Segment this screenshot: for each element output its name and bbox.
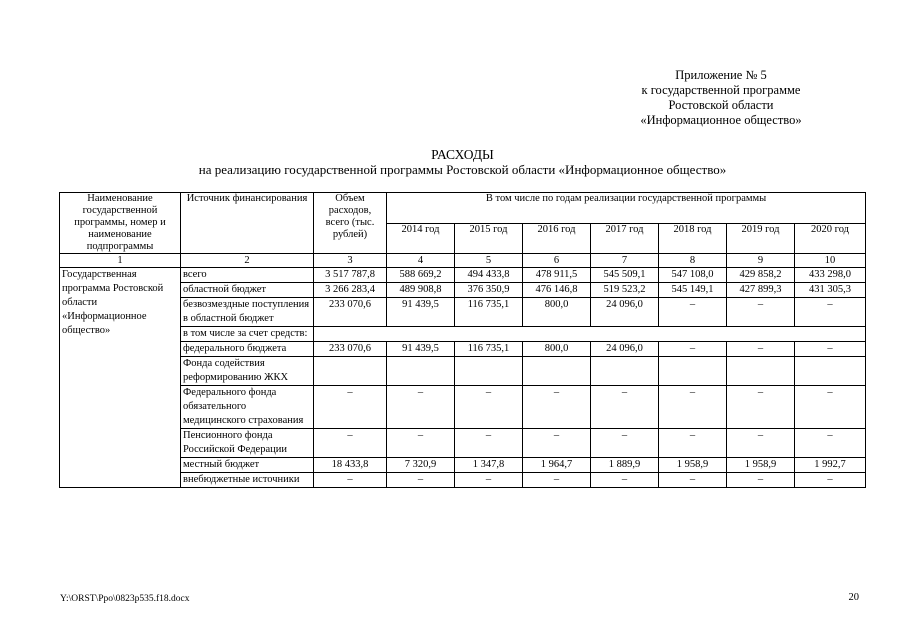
source-cell: местный бюджет <box>181 458 314 473</box>
value-cell: 427 899,3 <box>727 283 795 298</box>
table-row <box>60 268 866 283</box>
table-row <box>60 298 866 327</box>
table-row <box>60 429 866 458</box>
header-row-1 <box>60 193 866 224</box>
source-cell: Федерального фонда обязательного медицинского страхования <box>181 386 314 429</box>
source-cell: Пенсионного фонда Российской Федерации <box>181 429 314 458</box>
empty-span-cell <box>314 327 866 342</box>
value-cell: – <box>795 473 866 488</box>
column-number-0: 1 <box>60 254 181 268</box>
source-cell: областной бюджет <box>181 283 314 298</box>
table-row <box>60 283 866 298</box>
annex-line-1: Приложение № 5 <box>675 68 767 82</box>
value-cell: 7 320,9 <box>387 458 455 473</box>
column-number-8: 9 <box>727 254 795 268</box>
value-cell: 91 439,5 <box>387 298 455 327</box>
header-row-column-numbers <box>60 254 866 268</box>
value-cell: – <box>523 429 591 458</box>
value-cell: 91 439,5 <box>387 342 455 357</box>
value-cell: – <box>591 386 659 429</box>
value-cell: 3 517 787,8 <box>314 268 387 283</box>
column-number-1: 2 <box>181 254 314 268</box>
value-cell <box>314 357 387 386</box>
value-cell: 545 509,1 <box>591 268 659 283</box>
value-cell: – <box>523 386 591 429</box>
value-cell: 478 911,5 <box>523 268 591 283</box>
column-number-7: 8 <box>659 254 727 268</box>
value-cell: – <box>795 386 866 429</box>
source-cell: федерального бюджета <box>181 342 314 357</box>
value-cell: – <box>727 473 795 488</box>
source-cell: Фонда содействия реформированию ЖКХ <box>181 357 314 386</box>
column-number-2: 3 <box>314 254 387 268</box>
value-cell: – <box>795 298 866 327</box>
value-cell: – <box>591 473 659 488</box>
value-cell: – <box>795 429 866 458</box>
table-row <box>60 357 866 386</box>
value-cell <box>387 357 455 386</box>
table-row <box>60 386 866 429</box>
value-cell: – <box>727 429 795 458</box>
value-cell: 433 298,0 <box>795 268 866 283</box>
column-number-5: 6 <box>523 254 591 268</box>
value-cell: 18 433,8 <box>314 458 387 473</box>
header-years-group: В том числе по годам реализации государственной программы <box>387 193 866 224</box>
header-year-4: 2018 год <box>659 223 727 254</box>
value-cell: – <box>455 429 523 458</box>
annex-line-3: Ростовской области <box>668 98 774 112</box>
value-cell: – <box>659 298 727 327</box>
value-cell <box>795 357 866 386</box>
value-cell: – <box>387 386 455 429</box>
value-cell: – <box>727 298 795 327</box>
value-cell <box>455 357 523 386</box>
value-cell: – <box>727 386 795 429</box>
source-cell: внебюджетные источники <box>181 473 314 488</box>
value-cell: – <box>659 386 727 429</box>
value-cell: 116 735,1 <box>455 298 523 327</box>
value-cell: – <box>795 342 866 357</box>
value-cell: – <box>659 342 727 357</box>
value-cell <box>591 357 659 386</box>
annex-block <box>591 68 851 128</box>
program-name-cell: Государственная программа Ростовской области «Информационное общество» <box>60 268 181 488</box>
value-cell: – <box>455 473 523 488</box>
value-cell: 233 070,6 <box>314 342 387 357</box>
value-cell: 1 958,9 <box>727 458 795 473</box>
column-number-6: 7 <box>591 254 659 268</box>
table-row <box>60 458 866 473</box>
value-cell <box>727 357 795 386</box>
header-year-1: 2015 год <box>455 223 523 254</box>
header-volume: Объем расходов, всего (тыс. рублей) <box>314 193 387 254</box>
value-cell: 545 149,1 <box>659 283 727 298</box>
value-cell: – <box>523 473 591 488</box>
value-cell: 1 958,9 <box>659 458 727 473</box>
value-cell: 233 070,6 <box>314 298 387 327</box>
table-row <box>60 473 866 488</box>
document-title <box>0 147 905 177</box>
value-cell: 476 146,8 <box>523 283 591 298</box>
value-cell: 431 305,3 <box>795 283 866 298</box>
value-cell: 800,0 <box>523 298 591 327</box>
title-line-1: РАСХОДЫ <box>431 147 494 162</box>
value-cell: – <box>659 429 727 458</box>
value-cell: 3 266 283,4 <box>314 283 387 298</box>
header-source: Источник финансирования <box>181 193 314 254</box>
header-year-3: 2017 год <box>591 223 659 254</box>
source-cell: безвозмездные поступления в областной бюджет <box>181 298 314 327</box>
expenses-table <box>59 192 866 488</box>
footer-page-number: 20 <box>848 592 859 603</box>
table-row <box>60 327 866 342</box>
annex-line-4: «Информационное общество» <box>640 113 802 127</box>
header-year-5: 2019 год <box>727 223 795 254</box>
header-name: Наименование государственной программы, номер и наименование подпрограммы <box>60 193 181 254</box>
value-cell: – <box>727 342 795 357</box>
value-cell: 800,0 <box>523 342 591 357</box>
value-cell: 1 992,7 <box>795 458 866 473</box>
value-cell: 116 735,1 <box>455 342 523 357</box>
source-cell: в том числе за счет средств: <box>181 327 314 342</box>
value-cell: – <box>314 386 387 429</box>
title-line-2: на реализацию государственной программы Ростовской области «Информационное общество» <box>198 162 727 177</box>
table-body <box>60 268 866 488</box>
footer-file-path: Y:\ORST\Ppo\0823p535.f18.docx <box>60 594 190 604</box>
value-cell: – <box>659 473 727 488</box>
value-cell: 1 889,9 <box>591 458 659 473</box>
value-cell: 547 108,0 <box>659 268 727 283</box>
value-cell: – <box>387 473 455 488</box>
value-cell: 376 350,9 <box>455 283 523 298</box>
value-cell: 494 433,8 <box>455 268 523 283</box>
table-row <box>60 342 866 357</box>
value-cell: – <box>591 429 659 458</box>
value-cell: 489 908,8 <box>387 283 455 298</box>
value-cell: – <box>387 429 455 458</box>
value-cell: – <box>314 429 387 458</box>
value-cell: 429 858,2 <box>727 268 795 283</box>
annex-line-2: к государственной программе <box>641 83 801 97</box>
header-year-6: 2020 год <box>795 223 866 254</box>
value-cell: 24 096,0 <box>591 342 659 357</box>
value-cell: 1 964,7 <box>523 458 591 473</box>
header-year-0: 2014 год <box>387 223 455 254</box>
value-cell <box>659 357 727 386</box>
value-cell: 519 523,2 <box>591 283 659 298</box>
header-year-2: 2016 год <box>523 223 591 254</box>
column-number-9: 10 <box>795 254 866 268</box>
column-number-4: 5 <box>455 254 523 268</box>
value-cell: 588 669,2 <box>387 268 455 283</box>
value-cell: – <box>314 473 387 488</box>
value-cell: 1 347,8 <box>455 458 523 473</box>
value-cell <box>523 357 591 386</box>
value-cell: – <box>455 386 523 429</box>
source-cell: всего <box>181 268 314 283</box>
value-cell: 24 096,0 <box>591 298 659 327</box>
column-number-3: 4 <box>387 254 455 268</box>
